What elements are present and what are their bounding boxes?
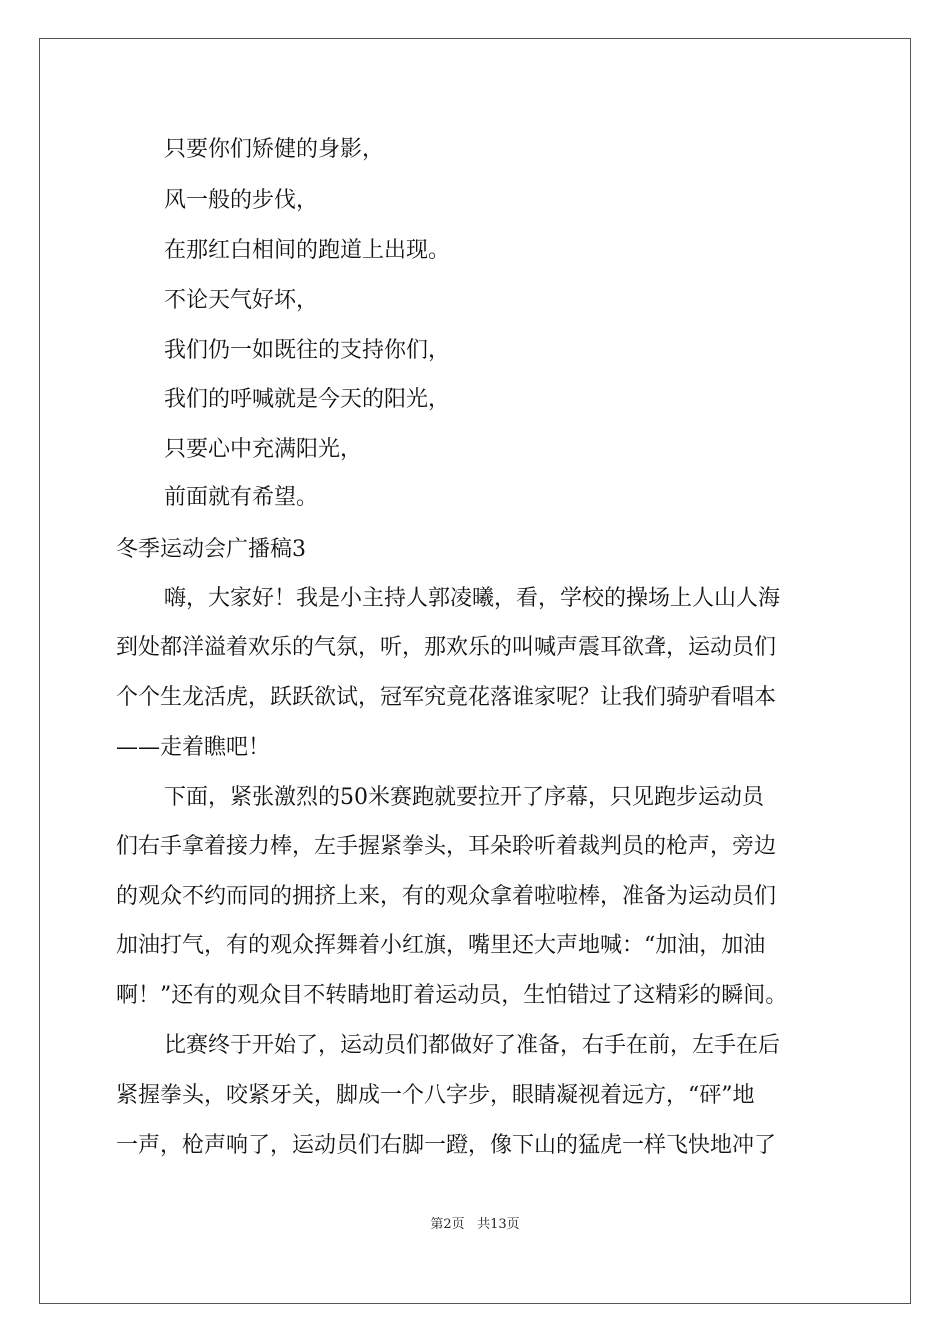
section-heading: 冬季运动会广播稿3 <box>116 537 306 562</box>
verse-line: 我们仍一如既往的支持你们， <box>164 338 451 363</box>
paragraph-line: 到处都洋溢着欢乐的气氛，听，那欢乐的叫喊声震耳欲聋，运动员们 <box>116 635 777 660</box>
paragraph-line: 紧握拳头，咬紧牙关，脚成一个八字步，眼睛凝视着远方，“砰”地 <box>116 1083 755 1108</box>
paragraph-line: 个个生龙活虎，跃跃欲试，冠军究竟花落谁家呢？让我们骑驴看唱本 <box>116 685 777 710</box>
paragraph-line: 啊！”还有的观众目不转睛地盯着运动员，生怕错过了这精彩的瞬间。 <box>116 983 788 1008</box>
verse-line: 前面就有希望。 <box>164 485 319 510</box>
paragraph-line: 们右手拿着接力棒，左手握紧拳头，耳朵聆听着裁判员的枪声，旁边 <box>116 834 777 859</box>
page-frame <box>39 38 911 1304</box>
paragraph-line: 下面，紧张激烈的50米赛跑就要拉开了序幕，只见跑步运动员 <box>164 785 764 810</box>
verse-line: 只要心中充满阳光， <box>164 437 363 462</box>
verse-line: 风一般的步伐， <box>164 188 319 213</box>
paragraph-line: 的观众不约而同的拥挤上来，有的观众拿着啦啦棒，准备为运动员们 <box>116 884 777 909</box>
page-total: 共13页 <box>477 1217 520 1232</box>
paragraph-line: 比赛终于开始了，运动员们都做好了准备，右手在前，左手在后 <box>164 1033 781 1058</box>
verse-line: 在那红白相间的跑道上出现。 <box>164 238 451 263</box>
paragraph-line: 嗨，大家好！我是小主持人郭凌曦，看，学校的操场上人山人海 <box>164 586 781 611</box>
verse-line: 我们的呼喊就是今天的阳光， <box>164 387 451 412</box>
paragraph-line: 加油打气，有的观众挥舞着小红旗，嘴里还大声地喊：“加油，加油 <box>116 933 766 958</box>
page-number: 第2页 <box>430 1217 465 1232</box>
verse-line: 不论天气好坏， <box>164 288 319 313</box>
paragraph-line: ——走着瞧吧！ <box>116 735 271 760</box>
page-footer <box>0 1216 950 1234</box>
paragraph-line: 一声，枪声响了，运动员们右脚一蹬，像下山的猛虎一样飞快地冲了 <box>116 1133 777 1158</box>
verse-line: 只要你们矫健的身影， <box>164 137 385 162</box>
